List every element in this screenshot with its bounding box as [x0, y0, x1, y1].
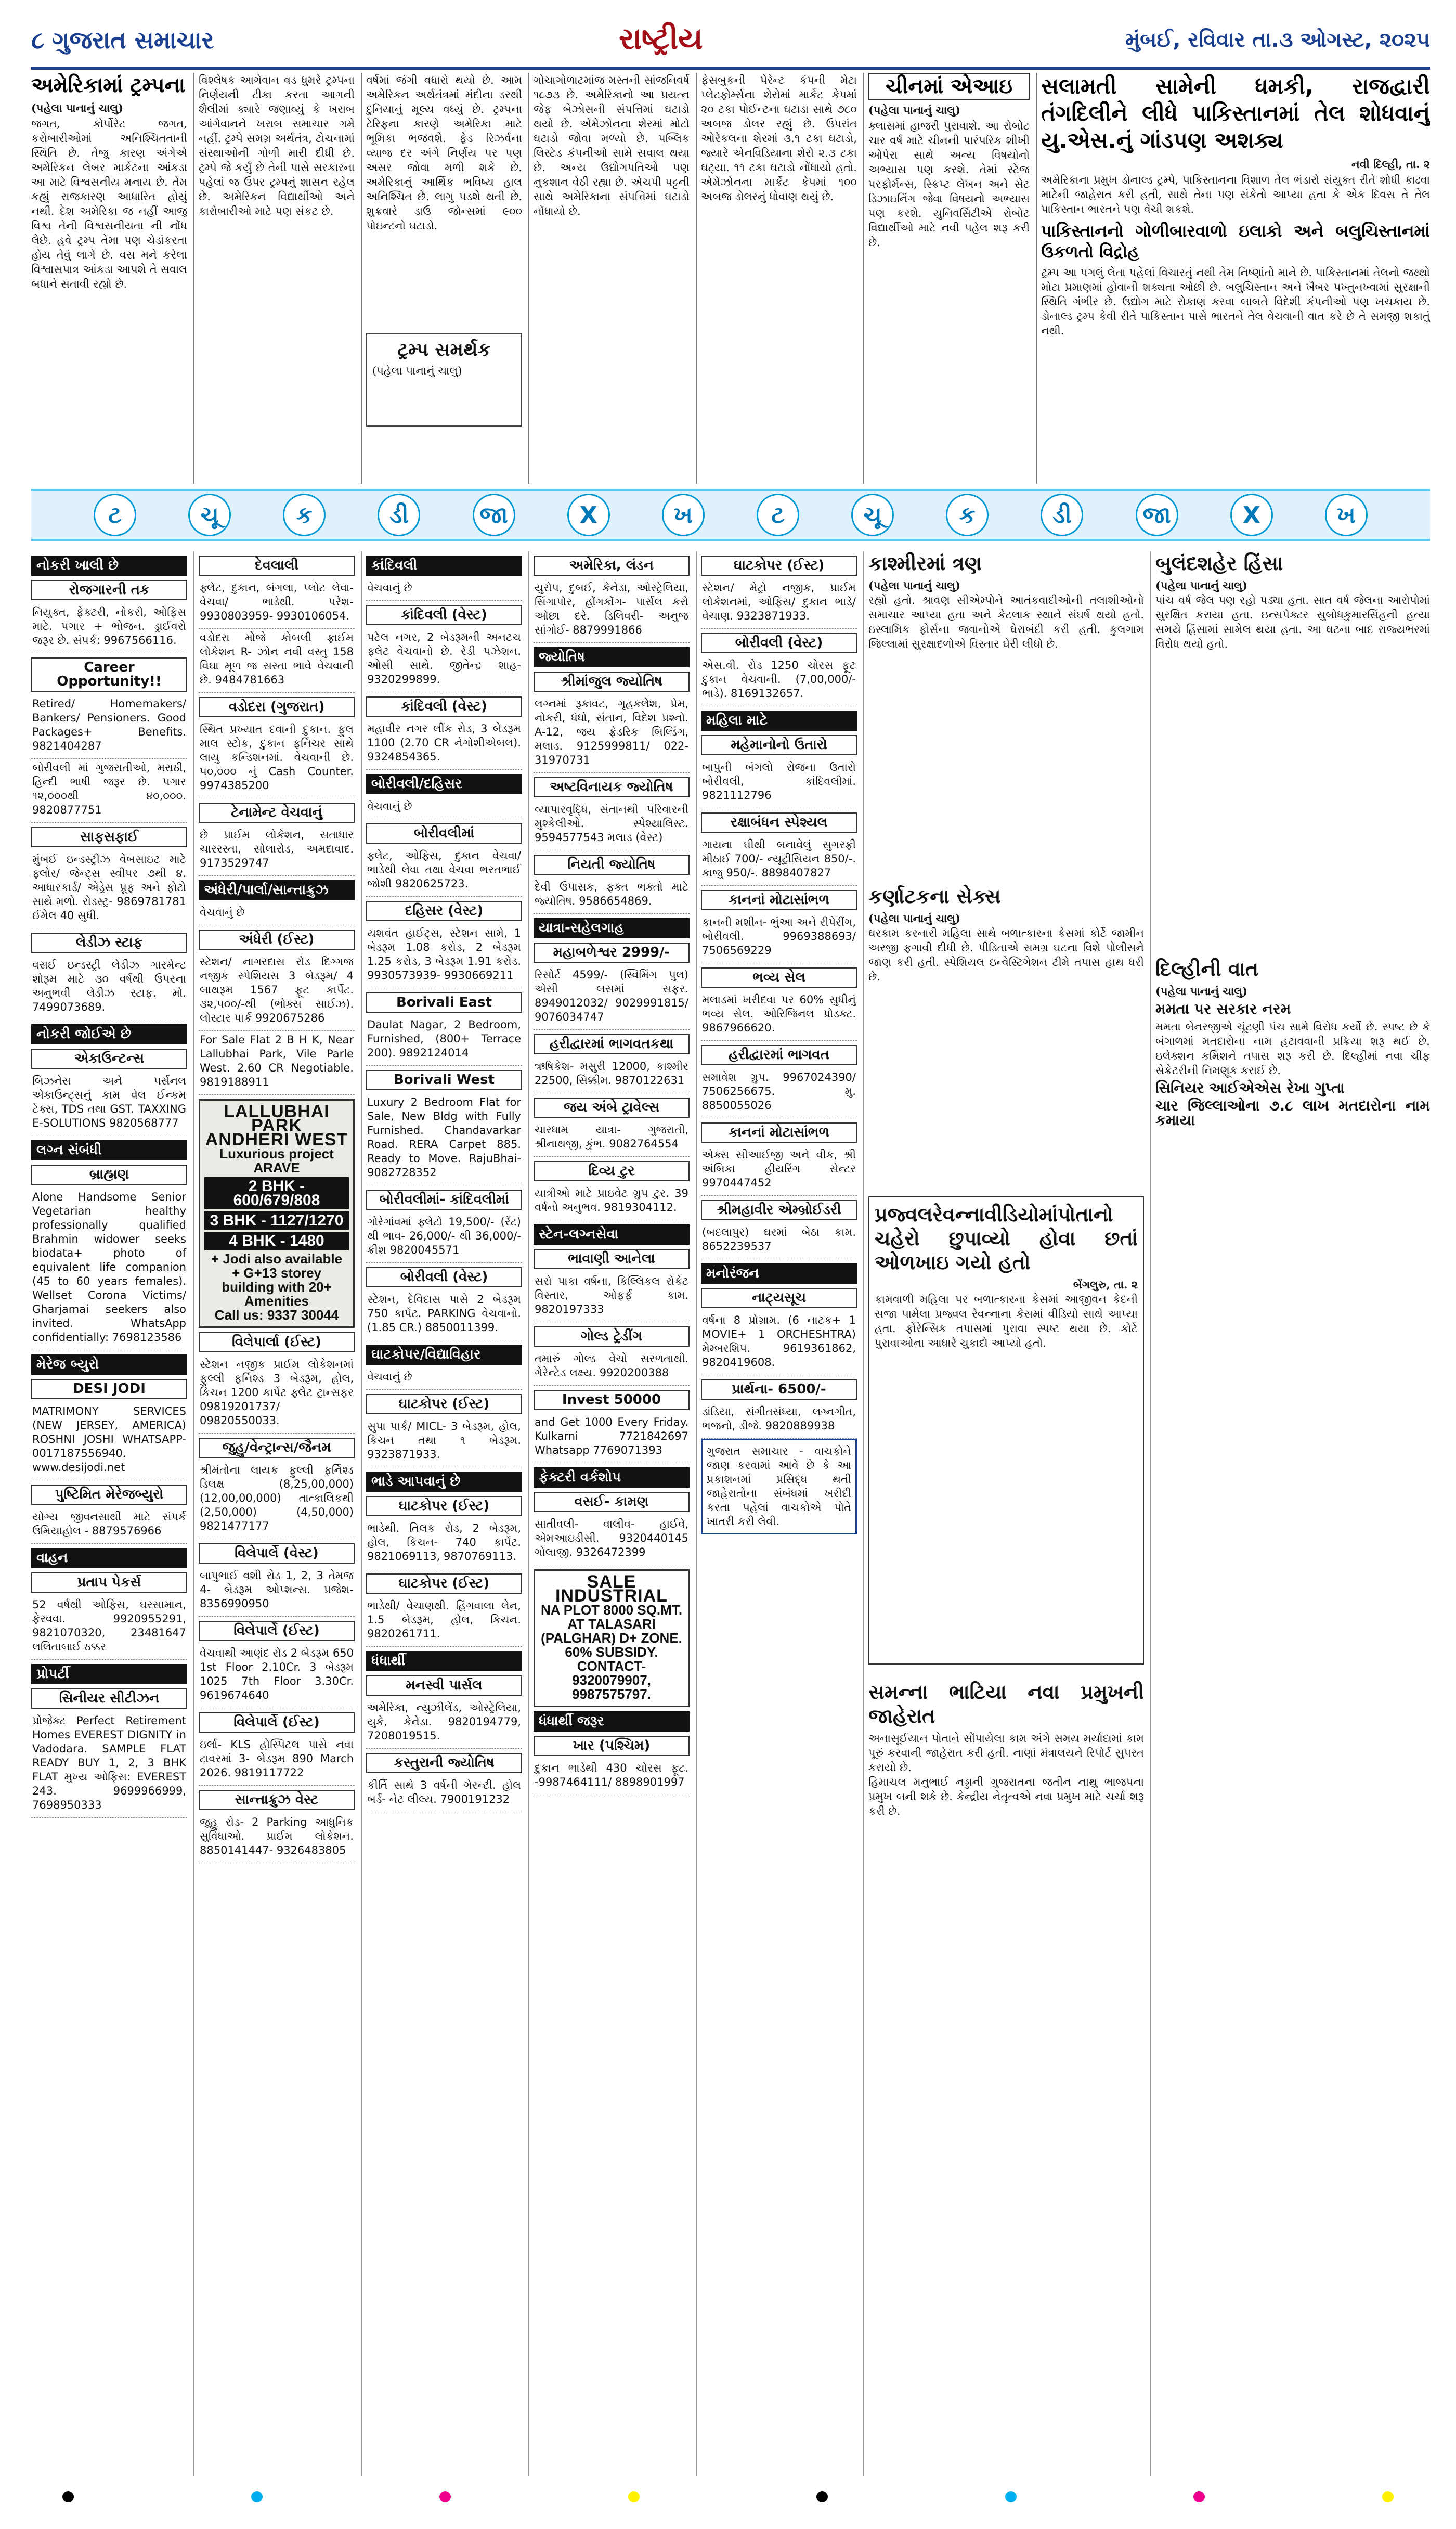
news-body: વર્ષમાં જંગી વધારો થયો છે. આમ અમેરિકન અર્થતંત્રમાં મંદીના ડરથી દુનિયાનું મૂલ્ય વધ્યું છે. ટ્રમ્પના ટેરિફના કારણે અમેરિકા માટે ભૂમિકા ભજવશે. ફેડ રિઝર્વના વ્યાજ દર અંગે નિર્ણય પર પણ અસર જોવા મળી શકે છે. અમેરિકાનું આર્થિક ભવિષ્ય હાલ અનિશ્ચિત છે. લાગુ પડશે થતી છે. શુક્રવારે ડાઉ જોન્સમાં ૯૦૦ પોઇન્ટનો ઘટાડો. [366, 74, 522, 232]
registration-mark [62, 2491, 74, 2502]
classified-category: કાંદિવલી [366, 556, 522, 576]
column-divider [1150, 551, 1151, 2476]
registration-mark [251, 2491, 263, 2502]
news-headline: સલામતી સામેની ધમકી, રાજદ્વારી તંગદિલીને લીધે પાકિસ્તાનમાં તેલ શોધવાનું યુ.એસ.નું ગાંડપણ અશક્ય [1041, 73, 1430, 153]
ad-line: + G+13 storey building with 20+ Amenities [222, 1265, 332, 1309]
classified-heading: ખાર (પશ્ચિમ) [534, 1736, 690, 1756]
classified-ad: શ્રીમંતોના લાયક ફુલ્લી ફર્નિશ્ડ ડિલક્ષ (8,25,00,000) (12,00,00,000) તાત્કાલિકથી (2,50,000) (4,50,000) 9821477177 [199, 1461, 355, 1539]
classified-column-5 [701, 551, 857, 2476]
classified-category: અંધેરી/પાર્લા/સાન્તાક્રુઝ [199, 880, 355, 900]
classified-ad: સ્ટેશન નજીક પ્રાઈમ લોકેશનમાં ફુલ્લી ફર્નિશ્ડ 3 બેડરૂમ, હોલ, કિચન 1200 કાર્પેટ ફ્લેટ ટ્રાન્સફર 09819201737/ 09820550033. [199, 1356, 355, 1434]
news-headline: અમેરિકામાં ટ્રમ્પના [31, 73, 186, 97]
classified-ad: Alone Handsome Senior Vegetarian healthy professionally qualified Brahmin widower seeks biodata+ photo of equivalent life companion (45 to 60 years females). Wellset Corona Victims/ Gharjamai seekers also invited. WhatsApp confidentially: 7698123586 [31, 1188, 187, 1350]
classified-heading: પ્રતાપ પેકર્સ [31, 1572, 187, 1593]
classified-ad: વસઈ ઇન્ડસ્ટ્રી લેડીઝ ગારમેન્ટ શોરૂમ માટે ૩૦ વર્ષથી ઉપરના અનુભવી લેડીઝ સ્ટાફ. મો. 7499073689. [31, 956, 187, 1020]
news-body: જગત, કોર્પોરેટ જગત, કરોબારીઓમાં અનિશ્ચિતતાની સ્થિતિ છે. તેજુ કારણ અંગેએ અમેરિકન લેબર માર્કેટના આંકડા આ માટે વિશ્વસનીય મનાય છે. તેમ કહ્યું રાજકારણ આધારિત હોયું નથી. દેશ અમેરિકા જ નહીં આજુ વિશ્વ તેની વિશ્વસનીયતા ની નોંધ લેછે. હવે ટ્રમ્પ તેમા પણ ચેડાંકરતા હોય તેવું લાગે છે. વસ મને કરેલા વિશ્વાસપાત્ર આંકડા આપશે તે સવાલ બધાને સતાવી રહ્યો છે. [31, 118, 187, 290]
registration-mark [816, 2491, 828, 2502]
classified-heading: મહાબળેશ્વર 2999/- [534, 943, 690, 963]
news-subhead: ચાર જિલ્લાઓના ૭.૮ લાખ મતદારોના નામ કમાયા [1155, 1097, 1430, 1129]
banner-letter: ડી [378, 494, 420, 536]
news-headline: પ્રજ્વલરેવન્નાવીડિયોમાંપોતાનો ચહેરો છુપાવ્યો હોવા છતાં ઓળખાઇ ગયો હતો [875, 1203, 1138, 1274]
classified-ad: (બદલાપુર) ઘરમાં બેઠા કામ. 8652239537 [701, 1223, 857, 1259]
classified-ad: ગોરેગાંવમાં ફ્લેટો 19,500/- (રેંટ) થી ભાવ- 26,000/- થી 36,000/- ક્રીશ 9820045571 [366, 1213, 522, 1263]
ad-line: NA PLOT 8000 SQ.MT. [540, 1602, 683, 1618]
banner-letter: ચૂ [188, 494, 231, 536]
classified-heading: બોરીવલી (વેસ્ટ) [366, 1267, 522, 1287]
ad-line: 4 BHK - 1480 [204, 1232, 349, 1250]
ad-line: Luxurious project ARAVE [219, 1146, 334, 1176]
classified-category: સ્ટેન-લગ્નસેવા [534, 1224, 690, 1245]
classified-category: ધંધાર્થી જરૂર [534, 1711, 690, 1732]
news-karnataka [868, 884, 1144, 1186]
classified-column-2 [199, 551, 355, 2476]
classified-heading: સાન્તાક્રુઝ વેસ્ટ [199, 1790, 355, 1810]
news-kashmir [868, 551, 1144, 874]
classified-heading: સિનીયર સીટીઝન [31, 1688, 187, 1709]
classified-ad: સુપા પાર્ક/ MICL- 3 બેડરૂમ, હોલ, કિચન તથા ૧ બેડરૂમ. 9323871933. [366, 1417, 522, 1467]
classified-category: બોરીવલી/દહિસર [366, 774, 522, 794]
news-bulandshahar [1155, 551, 1430, 947]
classified-ad: ગાયના ઘીથી બનાવેલું સુગરફ્રી મીઠાઈ 700/- ન્યૂટ્રીસિયન 850/-. કાજુ 950/-. 8898407827 [701, 836, 857, 886]
classified-category: મહિલા માટે [701, 711, 857, 731]
classified-heading: ટેનામેન્ટ વેચવાનું [199, 803, 355, 823]
news-subhead: સિનિયર આઈએએસ રેખા ગુપ્તા [1155, 1079, 1345, 1096]
classified-heading: ભાવાણી આનેલા [534, 1249, 690, 1269]
news-body: કામવાળી મહિલા પર બળાત્કારના કેસમાં આજીવન કેદની સજા પામેલા પ્રજ્વલ રેવન્નાના કેસમાં વીડિયો સાથે આપ્યા હતા. ફોરેન્સિક તપાસમાં પુરાવા સ્પષ્ટ થયા છે. કોર્ટે પુરાવાઓના આધારે ચુકાદો આપ્યો હતો. [875, 1293, 1138, 1349]
classified-ad: જુહુ રોડ- 2 Parking આધુનિક સુવિધાઓ. પ્રાઈમ લોકેશન. 8850141447- 9326483805 [199, 1813, 355, 1863]
banner-letter: જા [473, 494, 515, 536]
classified-ad: વડોદરા મોજે કોબલી ફ્રાઈમ લોકેશન R- ઝોન નવી વસ્તુ 158 વિઘા મૂળ જ સસ્તા ભાવે વેચવાની છે. 9484781663 [199, 629, 355, 693]
banner-letter: ડી [1041, 494, 1083, 536]
banner-letter: X [567, 494, 610, 536]
publisher-notice: ગુજરાત સમાચાર - વાચકોને જાણ કરવામાં આવે છે કે આ પ્રકાશનમાં પ્રસિદ્ધ થતી જાહેરાતોના સંબંધમાં ખરીદી કરતા પહેલાં વાચકોએ પોતે ખાતરી કરી લેવી. [701, 1439, 857, 1534]
print-registration-marks [62, 2486, 1394, 2507]
classified-ad: બિઝનેસ અને પર્સનલ એકાઉન્ટ્સનું કામ વેલ ઈન્કમ ટેક્સ, TDS તથા GST. TAXXING E-SOLUTIONS 9820568777 [31, 1072, 187, 1136]
classified-ad: Luxury 2 Bedroom Flat for Sale, New Bldg with Fully Furnished. Chandavarkar Road. RERA Carpet 885. Ready to Move. RajuBhai- 9082728352 [366, 1093, 522, 1185]
ad-line: SALE INDUSTRIAL [555, 1572, 668, 1606]
classified-ad: બાપુની બંગલો રોજના ઉતારો બોરીવલી, કાંદિવલીમાં. 9821112796 [701, 758, 857, 808]
classified-ad: સ્ટેશન/ નાગરદાસ રોડ દિગ્ગજ નજીક સ્પેશિયસ 3 બેડરૂમ/ 4 બાથરૂમ 1567 ફૂટ કાર્પેટ. ૩૨,૫૦૦/-થી (ભોક્સ સાઈઝ). લોસ્ટાર પાર્ક 9920675286 [199, 953, 355, 1031]
registration-mark [1193, 2491, 1205, 2502]
classified-ad: તમારું ગોલ્ડ વેચો સરળતાથી. ગેરેન્ટેડ લક્ષ્ય. 9920200388 [534, 1350, 690, 1386]
news-body: રહ્યો હતો. શ્રાવણ સીએમ્પોને આતંકવાદીઓની તલાશીઓનો સમાચાર આપ્યા હતા અને કેટલાક સ્થાને સંઘર્ષ થયો હતો. ઇસ્લામિક ફોર્સના જવાનોએ ઘેરાબંદી કરી હતી. કુલગામ જિલ્લામાં સુરક્ષાદળોએ વિસ્તાર ઘેરી લીધો છે. [868, 594, 1144, 650]
classified-heading: દિવ્ય ટુર [534, 1161, 690, 1181]
news-prajwal [868, 1196, 1144, 1665]
column-divider [361, 73, 362, 484]
news-body: ઘરકામ કરનારી મહિલા સાથે બળાત્કારના કેસમાં કોર્ટે જામીન અરજી ફગાવી દીધી છે. પીડિતાએ સમગ્ર ઘટના વિશે પોલીસને જાણ કરી હતી. સ્પેશિયલ ઇન્વેસ્ટિગેશન ટીમે તપાસ હાથ ધરી છે. [868, 927, 1144, 983]
classified-banner [31, 489, 1430, 541]
classified-ad: મલાડમાં ખરીદવા પર 60% સુધીનું ભવ્ય સેલ. ઓરિજિનલ પ્રોડક્ટ. 9867966620. [701, 991, 857, 1041]
classified-category: મેરેજ બ્યુરો [31, 1354, 187, 1375]
column-divider [361, 551, 362, 2476]
registration-mark [1005, 2491, 1017, 2502]
classified-ad: પટેલ નગર, 2 બેડરૂમની અનટચ ફ્લેટ વેચવાનો છે. રેડી પઝેશન. ઓસી સાથે. જીતેન્દ્ર શાહ- 9320299899. [366, 628, 522, 692]
continuation-note: (પહેલા પાનાનું ચાલુ) [868, 579, 961, 592]
classified-heading: જય અંબે ટ્રાવેલ્સ [534, 1098, 690, 1118]
news-body: ટ્રમ્પ આ પગલું લેતા પહેલાં વિચારતું નથી તેમ નિષ્ણાંતો માને છે. પાકિસ્તાનમાં તેલનો જથ્થો મોટા પ્રમાણમાં હોવાની શક્યતા ઓછી છે. બલુચિસ્તાન અને ખૈબર પખ્તુનખ્વામાં સુરક્ષાની સ્થિતિ ગંભીર છે. ઉદ્યોગ માટે રોકાણ કરવા બાબતે વિદેશી કંપનીઓ પણ ખચકાય છે. ડોનાલ્ડ ટ્રમ્પ કેવી રીતે પાકિસ્તાન પાસે ભારતને તેલ વેચવાની વાત કરે છે તે સમજી શકાતું નથી. [1041, 266, 1430, 337]
classified-ad: વેચવાનું છે [366, 797, 522, 819]
classified-heading: કાંદિવલી (વેસ્ટ) [366, 605, 522, 625]
registration-mark [439, 2491, 451, 2502]
classified-heading: ઘાટકોપર (ઈસ્ટ) [701, 556, 857, 576]
page-number: ૮ [31, 26, 45, 54]
column-divider [863, 551, 864, 2476]
classified-heading: ભવ્ય સેલ [701, 967, 857, 988]
classified-ad: વેચવાનું છે [366, 1368, 522, 1390]
classified-heading: DESI JODI [31, 1379, 187, 1399]
ad-line: Call us: 9337 30044 [214, 1307, 339, 1323]
header-rule [31, 67, 1430, 70]
classified-heading: વિલેપાર્લે (ઈસ્ટ) [199, 1621, 355, 1641]
news-column-2 [199, 73, 355, 484]
classified-heading: બોરીવલીમાં- કાંદિવલીમાં [366, 1190, 522, 1210]
news-delhi [1155, 957, 1430, 2471]
classified-heading: દેવલાલી [199, 556, 355, 576]
classified-heading: ઘાટકોપર (ઈસ્ટ) [366, 1573, 522, 1594]
display-ad [534, 1569, 690, 1707]
classified-heading: કાનનાં મોટાસાંભળ [701, 890, 857, 910]
classified-category: ઘાટકોપર/વિદ્યાવિહાર [366, 1345, 522, 1365]
news-headline: સમન્ના ભાટિયા નવા પ્રમુખની જાહેરાત [868, 1681, 1144, 1727]
box-headline: ટ્રમ્પ સમર્થક [397, 339, 491, 360]
classified-heading: Invest 50000 [534, 1390, 690, 1410]
classified-category: ભાડે આપવાનું છે [366, 1472, 522, 1492]
news-headline: ચીનમાં એઆઇ [868, 73, 1030, 100]
column-divider [528, 551, 529, 2476]
classified-ad: and Get 1000 Every Friday. Kulkarni 7721842697 Whatsapp 7769071393 [534, 1413, 690, 1463]
classified-ad: ઇર્લા- KLS હોસ્પિટલ પાસે નવા ટાવરમાં 3- બેડરૂમ 890 March 2026. 9819117722 [199, 1736, 355, 1786]
classified-heading: બ્રાહ્મણ [31, 1165, 187, 1185]
classified-ad: લગ્નમાં રૂકાવટ, ગૃહકલેશ, પ્રેમ, નોકરી, ધંધો, સંતાન, વિદેશ પ્રશ્નો. A-12, જય ફ્રેડરિક બિલ્ડિંગ, મલાડ. 9125999811/ 022-31970731 [534, 695, 690, 773]
classified-ad: કાનની મશીન- ભુંઆ અને રીપેરીંગ, બોરીવલી. 9969388693/ 7506569229 [701, 913, 857, 963]
classified-category: નોકરી જોઈએ છે [31, 1024, 187, 1044]
classified-ad: ફ્લેટ, દુકાન, બંગલા, પ્લોટ લેવા- વેચવા/ ભાડેથી. પરેશ- 9930803959- 9930106054. [199, 579, 355, 629]
classified-category: મનોરંજન [701, 1263, 857, 1284]
classified-heading: શ્રીમાંજુલ જ્યોતિષ [534, 672, 690, 692]
classified-category: નોકરી ખાલી છે [31, 556, 187, 576]
dateline: મુંબઈ, રવિવાર તા.૩ ઓગસ્ટ, ૨૦૨૫ [1125, 28, 1430, 52]
news-column-6 [868, 73, 1030, 484]
classified-ad: સ્ટેશન, દેવિદાસ પાસે 2 બેડરૂમ 750 કાર્પેટ. PARKING વેચવાનો. (1.85 CR.) 8850011399. [366, 1291, 522, 1340]
classified-ad: એક્સ સીઆઈજી અને વીક, શ્રી અંબિકા હીયરિંગ સેન્ટર 9970447452 [701, 1146, 857, 1196]
news-body: ગોચાગોળાટમાંજ મસ્તની સાંજનિવર્ષ ૧૮૭૩ છે. અમેરિકાનો આ પ્રયત્ન જેફ બેઝોસની સંપત્તિમાં ઘટાડો થયો છે. એમેઝોનના શેરમાં મોટો ઘટાડો જોવા મળ્યો છે. પબ્લિક લિસ્ટેડ કંપનીઓ સામે સવાલ થયા છે. અન્ય ઉદ્યોગપતિઓ પણ નુકશાન વેઠી રહ્યા છે. એચપી ૫ટ્ટની સાથે અમેરિકાના સંપત્તિમાં ઘટાડો નોંધાયો છે. [534, 74, 690, 217]
classified-ad: નિયુક્ત, ફેક્ટરી, નોકરી, ઓફિસ માટે. પગાર + ભોજન. ડ્રાઈવરો જરૂર છે. સંપર્ક: 9967566116. [31, 603, 187, 653]
display-ad [199, 1099, 355, 1328]
section-title: રાષ્ટ્રીય [619, 21, 703, 56]
ad-line: + Jodi also available [211, 1251, 343, 1267]
classified-heading: કાંદિવલી (વેસ્ટ) [366, 696, 522, 717]
ad-line: 2 BHK - 600/679/808 [204, 1177, 349, 1209]
news-samna [868, 1680, 1144, 2471]
classified-category: વાહન [31, 1548, 187, 1568]
classified-column-4 [534, 551, 690, 2476]
classified-heading: બોરીવલીમાં [366, 823, 522, 844]
column-divider [863, 73, 864, 484]
classified-ad: ભાડેથી/ વેચાણથી. હિંગવાલા લેન, 1.5 બેડરૂમ, હોલ, કિચન. 9820261711. [366, 1597, 522, 1647]
classified-heading: નાટ્યસૂચ [701, 1288, 857, 1308]
classified-heading: અમેરિકા, લંડન [534, 556, 690, 576]
classified-ad: અમેરિકા, ન્યુઝીલેંડ, ઓસ્ટ્રેલિયા, યુકે, કેનેડા. 9820194779, 7208019515. [366, 1699, 522, 1749]
classified-heading: Career Opportunity!! [31, 657, 187, 692]
ad-line: CONTACT- 9320079907, 9987575797. [572, 1658, 651, 1702]
classified-heading: Borivali East [366, 992, 522, 1013]
classified-ad: સમાવેશ ગ્રુપ. 9967024390/ 7506256675. મુ. 8850055026 [701, 1068, 857, 1118]
classified-ad: એસ.વી. રોડ 1250 ચોરસ ફૂટ દુકાન વેચવાની. (7,00,000/- ભાડે). 8169132657. [701, 656, 857, 706]
continuation-note: (પહેલા પાનાનું ચાલુ) [1155, 985, 1248, 998]
classified-heading: હરીદ્વારમાં ભાગવત [701, 1045, 857, 1065]
classified-ad: પ્રોજેક્ટ Perfect Retirement Homes EVEREST DIGNITY in Vadodara. SAMPLE FLAT READY BUY 1, 2, 3 BHK FLAT મુખ્ય ઓફિસ: EVEREST 243. 9699966999, 7698950333 [31, 1712, 187, 1818]
news-dateline: બેંગલુરુ, તા. ૨ [1073, 1278, 1138, 1291]
news-column-1 [31, 73, 187, 484]
classified-heading: શ્રીમહાવીર એમ્બ્રોઈડરી [701, 1200, 857, 1220]
classified-ad: ઋષિકેશ- મસુરી 12000, કાશ્મીર 22500, સિક્કીમ. 9870122631 [534, 1057, 690, 1093]
classified-ad: બાપુભાઈ વશી રોડ 1, 2, 3 તેમજ 4- બેડરૂમ ઓપ્શન્સ. પ્રજેશ- 8356990950 [199, 1567, 355, 1617]
classified-heading: મનસ્વી પાર્સલ [366, 1675, 522, 1696]
classified-heading: લેડીઝ સ્ટાફ [31, 933, 187, 953]
banner-letter: ચૂ [851, 494, 894, 536]
news-body: અમેરિકાના પ્રમુખ ડોનાલ્ડ ટ્રમ્પે, પાકિસ્તાનના વિશાળ તેલ ભંડારો સંયુક્ત રીતે શોધી કાઢવા માટેની જાહેરાત કરી હતી, સાથે તેના પણ સંકેતો આપ્યા હતા કે એક દિવસ તે તેલ પાકિસ્તાન ભારતને પણ વેચી શકશે. [1041, 174, 1430, 215]
classified-heading: બોરીવલી (વેસ્ટ) [701, 633, 857, 653]
banner-letter: જા [1136, 494, 1178, 536]
classified-ad: વેચવાનું છે [366, 579, 522, 601]
classified-column-1 [31, 551, 187, 2476]
ad-line: 3 BHK - 1127/1270 [204, 1211, 349, 1230]
classified-heading: રક્ષાબંધન સ્પેશ્યલ [701, 812, 857, 833]
continuation-note: (પહેલા પાનાનું ચાલુ) [1155, 579, 1248, 592]
news-headline: કર્ણાટકના સેક્સ [868, 885, 1001, 908]
classified-heading: વિલેપાર્લા (ઈસ્ટ) [199, 1332, 355, 1352]
classified-category: જ્યોતિષ [534, 647, 690, 667]
classified-ad: દેવી ઉપાસક, ફક્ત ભક્તો માટે જ્યોતિષ. 9586654869. [534, 878, 690, 914]
classified-heading: કસ્તુરાની જ્યોતિષ [366, 1753, 522, 1773]
classified-ad: ચારધામ યાત્રા- ગુજરાતી, શ્રીનાથજી, કુંભ. 9082764554 [534, 1121, 690, 1157]
classified-heading: ગોલ્ડ ટ્રેડીંગ [534, 1326, 690, 1347]
ad-line: (PALGHAR) D+ ZONE. [541, 1630, 682, 1646]
ad-line: AT TALASARI [567, 1616, 656, 1632]
banner-letter: ખ [662, 494, 705, 536]
ad-line: 60% SUBSIDY. [565, 1644, 658, 1660]
classified-ad: For Sale Flat 2 B H K, Near Lallubhai Park, Vile Parle West. 2.60 CR Negotiable. 9819188911 [199, 1031, 355, 1095]
classified-heading: દહિસર (વેસ્ટ) [366, 901, 522, 921]
classified-ad: યશવંત હાઈટ્સ, સ્ટેશન સામે, 1 બેડરૂમ 1.08 કરોડ, 2 બેડરૂમ 1.25 કરોડ, 3 બેડરૂમ 1.91 કરોડ. 9930573939- 9930669211 [366, 924, 522, 988]
news-body: ફેસબુકની પેરેન્ટ કંપની મેટા પ્લેટફોર્મ્સના શેરોમાં માર્કેટ કેપમાં ૨૦ ટકા પોઈન્ટના ઘટાડા સાથે ૭૮૦ અબજ ડોલર રહ્યું છે. ઉપરાંત ઓરેકલના શેરમાં ૩.૧ ટકા ઘટાડો, જ્યારે એનવિડિયાના શેરો ૨.૩ ટકા ઘટ્યા. ૧૧ ટકા ઘટાડો નોંધાયો હતો. એમેઝોનના માર્કેટ કેપમાં ૧૦૦ અબજ ડોલરનું ધોવાણ થયું છે. [701, 74, 857, 203]
classified-column-3 [366, 551, 522, 2476]
news-body: મમતા બેનરજીએ ચૂંટણી પંચ સામે વિરોધ કર્યો છે. સ્પષ્ટ છે કે બંગાળમાં મતદારોના નામ હટાવવાની પ્રક્રિયા શરૂ થઈ છે. ઇલેક્શન કમિશને તપાસ શરૂ કરી છે. દિલ્હીમાં નવા ચીફ સેક્રેટરીની નિમણૂક કરાઈ છે. [1155, 1021, 1430, 1077]
classified-heading: રોજગારની તક [31, 580, 187, 600]
news-body: ક્લાસમાં હાજરી પુરાવાશે. આ રોબોટ ચાર વર્ષ માટે ચીનની પારંપરિક શીખી ઓપેરા સાથે અન્ય વિષયોનો અભ્યાસ પણ કરશે. તેમાં સ્ટેજ પરફોર્મન્સ, સ્ક્રિપ્ટ લેખન અને સેટ ડિઝાઇનિંગ જેવા વિષયનો અભ્યાસ પણ કરશે. યુનિવર્સિટીએ રોબોટ વિદ્યાર્થીઓ માટે નવી પહેલ શરૂ કરી છે. [868, 120, 1030, 249]
registration-mark [1382, 2491, 1394, 2502]
classified-category: ફેક્ટરી વર્કશોપ [534, 1467, 690, 1488]
classified-heading: વસઈ- કામણ [534, 1492, 690, 1512]
masthead [31, 21, 1430, 68]
news-headline: દિલ્હીની વાત [1155, 958, 1259, 980]
classified-ad: વર્ષના 8 પ્રોગ્રામ. (6 નાટક+ 1 MOVIE+ 1 ORCHESHTRA) મેમ્બરશિપ. 9619361862, 9820419608. [701, 1311, 857, 1375]
news-headline: કાશ્મીરમાં ત્રણ [868, 552, 982, 575]
column-divider [696, 551, 697, 2476]
classified-ad: યોગ્ય જીવનસાથી માટે સંપર્ક ઉમિયાહોલ - 8879576966 [31, 1508, 187, 1544]
banner-letter: ટ [94, 494, 136, 536]
news-subhead: મમતા પર સરકાર નરમ [1155, 1000, 1291, 1017]
classified-heading: વડોદરા (ગુજરાત) [199, 697, 355, 717]
continuation-note: (પહેલા પાનાનું ચાલુ) [31, 101, 124, 114]
banner-letter: ખ [1325, 494, 1368, 536]
news-body: પાંચ વર્ષ જેલ પણ રહો પડ્યા હતા. સાત વર્ષ જેલના આરોપોમાં સુરક્ષિત કરાયા હતા. ઇન્સપેક્ટર સુબોધકુમારસિંહની હત્યા સમયે હિંસામાં સામેલ થયા હતા. આ ઘટના બાદ રાજ્યભરમાં વિરોધ થયો હતો. [1155, 594, 1430, 650]
classified-heading: પ્રાર્થના- 6500/- [701, 1379, 857, 1400]
classified-heading: કાનનાં મોટાસાંભળ [701, 1122, 857, 1143]
classified-ad: છે પ્રાઈમ લોકેશન, સતાધાર ચારરસ્તા, સોલારોડ, અમદાવાદ. 9173529747 [199, 826, 355, 876]
news-headline: બુલંદશહેર હિંસા [1155, 552, 1283, 575]
banner-letter: ક [283, 494, 326, 536]
news-column-5 [701, 73, 857, 484]
classified-ad: ફ્લેટ, ઓફિસ, દુકાન વેચવા/ ભાડેથી લેવા તથા વેચવા ભરતભાઈ જોશી 9820625723. [366, 847, 522, 897]
column-divider [193, 73, 194, 484]
news-dateline: નવી દિલ્હી, તા. ૨ [1351, 158, 1430, 171]
classified-ad: દુકાન ભાડેથી 430 ચોરસ ફૂટ. -9987464111/ 8898901997 [534, 1759, 690, 1795]
column-divider [528, 73, 529, 484]
classified-category: પ્રોપર્ટી [31, 1664, 187, 1684]
continuation-note: (પહેલા પાનાનું ચાલુ) [372, 365, 462, 377]
classified-heading: હરીદ્વારમાં ભાગવતકથા [534, 1034, 690, 1054]
news-body: અનાસૂઈયાન પોતાને સોંપાયેલા કામ અંગે સમય મર્યાદામાં કામ પૂરું કરવાની જાહેરાત કરી હતી. નાણાં મંત્રાલયને રિપોર્ટ સુપરત કરાયો છે. [868, 1732, 1144, 1774]
column-divider [696, 73, 697, 484]
continuation-note: (પહેલા પાનાનું ચાલુ) [868, 104, 961, 117]
column-divider [193, 551, 194, 2476]
classified-ad: ભાડેથી. તિલક રોડ, 2 બેડરૂમ, હોલ, કિચન- 740 કાર્પેટ. 9821069113, 9870769113. [366, 1519, 522, 1569]
banner-letter: ક [946, 494, 989, 536]
news-body: વિશ્લેષક આગેવાન વડ ધુમરે ટ્રમ્પના નિર્ણયની ટીકા કરતા આગની શૈલીમાં ક્યારે જણાવ્યું કે ખરાબ આંગેવાનને ખરાબ સમાચાર ગમે નહીં. ટ્રમ્પે સમગ્ર અર્થતંત્ર, ટોચનામાં સંસ્થાઓની ગોળી મારી દીધી છે. ટ્રમ્પે જે કર્યું છે તેની પાસે સરકારના પહેલાં જ ઉપર ટ્રમ્પનું શાસન રહેલ છે. અમેરિકન વિદ્યાર્થીઓ અને કારોબારીઓ માટે પણ સંકટ છે. [199, 74, 355, 217]
classified-ad: સ્ટેશન/ મેટ્રો નજીક, પ્રાઈમ લોકેશનમાં, ઓફિસ/ દુકાન ભાડે/ વેચાણ. 9323871933. [701, 579, 857, 629]
paper-name: ગુજરાત સમાચાર [52, 26, 214, 54]
classified-heading: જુહુ/વેન્ટ્રાન્સ/જૈનમ [199, 1438, 355, 1458]
classified-heading: વિલેપાર્લે (વેસ્ટ) [199, 1543, 355, 1564]
classified-ad: યુરોપ, દુબઈ, કેનેડા, ઓસ્ટ્રેલિયા, સિંગાપોર, હોંગકોંગ- પાર્સલ કરો ઓછા દરે. ડિલિવરી- અનુજ સાંગોઈ- 8879991866 [534, 579, 690, 643]
banner-letter: X [1230, 494, 1273, 536]
classified-ad: MATRIMONY SERVICES (NEW JERSEY, AMERICA) ROSHNI JOSHI WHATSAPP- 0017187556940. www.desijodi.net [31, 1402, 187, 1480]
news-subhead: પાકિસ્તાનનો ગોળીબારવાળો ઇલાકો અને બલુચિસ્તાનમાં ઉકળતો વિદ્રોહ [1041, 221, 1430, 262]
classified-heading: ઘાટકોપર (ઈસ્ટ) [366, 1394, 522, 1414]
classified-heading: નિયતી જ્યોતિષ [534, 855, 690, 875]
news-column-7 [1041, 73, 1430, 484]
classified-ad: સ્થિત પ્રખ્યાત દવાની દુકાન. ફુલ માલ સ્ટોક, દુકાન ફર્નિચર સાથે લાયુ કન્ડિશનમાં. વેચવાની છે. ૫૦,૦૦૦ નું Cash Counter. 9974385200 [199, 720, 355, 798]
registration-mark [628, 2491, 640, 2502]
news-body: હિમાચલ મનુભાઈ નડ્ડાની ગુજરાતના જતીન નાથુ ભાજપના પ્રમુખ બની શકે છે. કેન્દ્રીય નેતૃત્વએ નવા પ્રમુખ માટે ચર્ચા શરૂ કરી છે. [868, 1776, 1144, 1817]
classified-ad: વ્યાપારવૃદ્ધિ, સંતાનથી પરિવારની મુશ્કેલીઓ. સ્પેશ્યાલિસ્ટ. 9594577543 મલાડ (વેસ્ટ) [534, 801, 690, 850]
classified-ad: મુંબઈ ઇન્ડસ્ટ્રીઝ વેબસાઇટ માટે ફ્લોર/ જેન્ટ્સ સ્વીપર ૭થી ૪. આધારકાર્ડ/ એડ્રેસ પ્રૂફ અને ફોટો સાથે મળો. રોડસ્ટ્ર- 9869781781 ઈમેલ 40 સુધી. [31, 850, 187, 928]
classified-ad: Daulat Nagar, 2 Bedroom, Furnished, (800+ Terrace 200). 9892124014 [366, 1016, 522, 1066]
classified-heading: અંધેરી (ઈસ્ટ) [199, 930, 355, 950]
classified-heading: મહેમાનોનો ઉતારો [701, 735, 857, 755]
classified-heading: અષ્ટવિનાયક જ્યોતિષ [534, 777, 690, 797]
classified-ad: ડાંડિયા, સંગીતસંધ્યા, લગ્નગીત, ભજનો, ડીજે. 9820889938 [701, 1403, 857, 1439]
classified-ad: કીર્તિ સાથે 3 વર્ષની ગેરન્ટી. હોલ બર્ડ- નેટ લીલ્ય. 7900191232 [366, 1776, 522, 1812]
classified-heading: પુષ્ટિમિત મેરેજબ્યુરો [31, 1485, 187, 1505]
classified-ad: સાતીવલી- વાલીવ- હાઈવે, એમઆઇડીસી. 9320440145 ગોલાજી. 9326472399 [534, 1515, 690, 1565]
classified-ad: Retired/ Homemakers/ Bankers/ Pensioners. Good Packages+ Benefits. 9821404287 [31, 695, 187, 759]
classified-heading: એકાઉન્ટન્સ [31, 1049, 187, 1069]
classified-ad: બોરીવલી માં ગુજરાતીઓ, મરાઠી, હિન્દી ભાષી જરૂર છે. પગાર ૧૨,૦૦૦થી ૪૦,૦૦૦. 9820877751 [31, 759, 187, 823]
classified-heading: Borivali West [366, 1070, 522, 1090]
classified-ad: યાત્રીઓ માટે પ્રાઇવેટ ગ્રુપ ટુર. 39 વર્ષનો અનુભવ. 9819304112. [534, 1184, 690, 1220]
classified-ad: રિસોર્ટ 4599/- (સ્વિમિંગ પુલ) એસી બસમાં સફર. 8949012032/ 9029991815/ 9076034747 [534, 966, 690, 1030]
column-divider [1036, 73, 1037, 484]
classified-heading: સાફસફાઈ [31, 827, 187, 847]
classified-category: યાત્રા-સહેલગાહ [534, 918, 690, 938]
classified-heading: ઘાટકોપર (ઈસ્ટ) [366, 1496, 522, 1516]
classified-heading: વિલેપાર્લે (ઈસ્ટ) [199, 1712, 355, 1733]
classified-category: ધંધાર્થી [366, 1651, 522, 1671]
classified-category: લગ્ન સંબંધી [31, 1140, 187, 1160]
classified-ad: સરો પાકા વર્ષના, કિલ્લિકલ રોકેટ વિસ્તાર, ઓફર્ફ કામ. 9820197333 [534, 1272, 690, 1322]
ad-line: ANDHERI WEST [205, 1130, 348, 1150]
classified-ad: 52 વર્ષથી ઓફિસ, ઘરસામાન, ફેરવવા. 9920955291, 9821070320, 23481647 લલિતાબાઈ ઠક્કર [31, 1596, 187, 1660]
banner-letter: ટ [757, 494, 799, 536]
classified-ad: મહાવીર નગર લીંક રોડ, 3 બેડરૂમ 1100 (2.70 CR નેગોશીએબલ). 9324854365. [366, 720, 522, 770]
trump-supporter-box [366, 333, 522, 427]
ad-line: LALLUBHAI PARK [224, 1102, 330, 1136]
continuation-note: (પહેલા પાનાનું ચાલુ) [868, 912, 961, 925]
news-column-4 [534, 73, 690, 484]
classified-ad: વેચવાથી આણંદ રોડ 2 બેડરૂમ 650 1st Floor 2.10Cr. 3 બેડરૂમ 1025 7th Floor 3.30Cr. 9619674640 [199, 1644, 355, 1708]
classified-ad: વેચવાનું છે [199, 904, 355, 925]
